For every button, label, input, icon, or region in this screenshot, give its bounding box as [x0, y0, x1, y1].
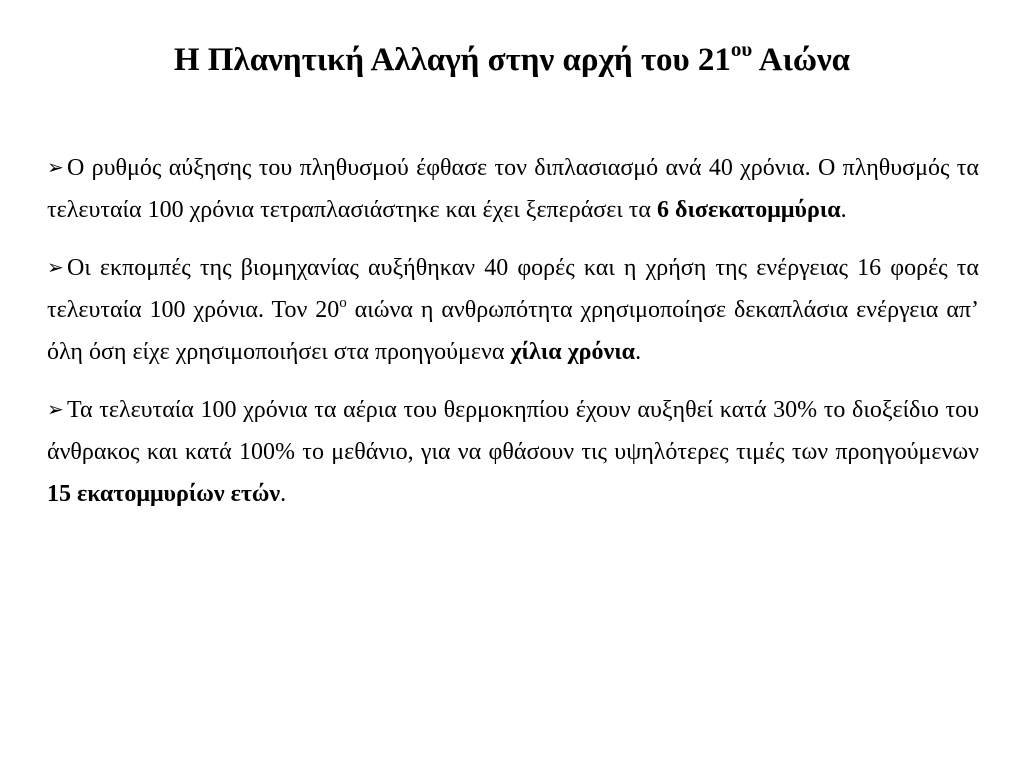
- paragraph-end: .: [280, 481, 287, 507]
- slide-title-suffix: Αιώνα: [752, 42, 851, 78]
- slide-body: [47, 147, 979, 531]
- paragraph-text: Ο ρυθμός αύξησης του πληθυσμού έφθασε τον διπλασιασμό ανά 40 χρόνια. Ο πληθυσμός τα τελευταία 100 χρόνια τετραπλασιάστηκε και έχει ξεπεράσει τα: [47, 155, 979, 223]
- bullet-paragraph-population: [47, 147, 979, 231]
- paragraph-emphasis: χίλια χρόνια: [510, 339, 636, 365]
- paragraph-text: Οι εκπομπές της βιομηχανίας αυξήθηκαν 40 φορές και η χρήση της ενέργειας 16 φορές τα τελευταία 100 χρόνια. Τον 20: [47, 255, 979, 323]
- paragraph-superscript: ο: [339, 295, 347, 311]
- slide-title-superscript: ου: [730, 37, 753, 61]
- paragraph-text: Τα τελευταία 100 χρόνια τα αέρια του θερμοκηπίου έχουν αυξηθεί κατά 30% το διοξείδιο του άνθρακος και κατά 100% το μεθάνιο, για να φθάσουν τις υψηλότερες τιμές των προηγούμενων: [47, 397, 979, 465]
- arrow-bullet-icon: ➢: [47, 255, 64, 279]
- paragraph-text-continued: αιώνα η ανθρωπότητα χρησιμοποίησε δεκαπλάσια ενέργεια απ’ όλη όση είχε χρησιμοποιήσει στα προηγούμενα: [47, 297, 979, 365]
- paragraph-end: .: [840, 197, 847, 223]
- paragraph-emphasis: 15 εκατομμυρίων ετών: [47, 481, 281, 507]
- bullet-paragraph-energy: [47, 247, 979, 373]
- paragraph-emphasis: 6 δισεκατομμύρια: [657, 197, 841, 223]
- slide-title: [0, 37, 1024, 80]
- paragraph-end: .: [635, 339, 642, 365]
- slide-title-text: Η Πλανητική Αλλαγή στην αρχή του 21: [173, 42, 731, 78]
- arrow-bullet-icon: ➢: [47, 155, 64, 179]
- bullet-paragraph-greenhouse-gases: [47, 389, 979, 515]
- arrow-bullet-icon: ➢: [47, 397, 64, 421]
